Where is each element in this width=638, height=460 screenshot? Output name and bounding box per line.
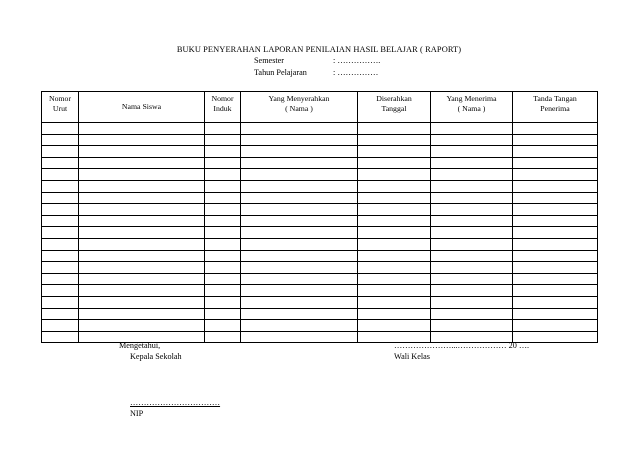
table-cell <box>241 134 358 146</box>
table-cell <box>358 215 431 227</box>
semester-label: Semester <box>254 56 285 65</box>
table-cell <box>241 192 358 204</box>
table-row <box>42 123 598 135</box>
table-cell <box>42 215 79 227</box>
table-cell <box>205 331 241 343</box>
table-cell <box>513 262 598 274</box>
table-cell <box>205 157 241 169</box>
signature-left-name-line: …………………………… <box>130 398 221 407</box>
table-cell <box>358 320 431 332</box>
table-cell <box>431 134 513 146</box>
table-cell <box>79 250 205 262</box>
signature-left-nip: NIP <box>130 409 144 418</box>
table-cell <box>431 169 513 181</box>
table-cell <box>79 204 205 216</box>
table-cell <box>241 180 358 192</box>
table-cell <box>42 180 79 192</box>
table-cell <box>42 320 79 332</box>
table-cell <box>205 123 241 135</box>
year-label: Tahun Pelajaran <box>254 68 307 77</box>
table-cell <box>79 320 205 332</box>
table-cell <box>241 204 358 216</box>
table-cell <box>79 215 205 227</box>
table-cell <box>241 273 358 285</box>
document-title: BUKU PENYERAHAN LAPORAN PENILAIAN HASIL BELAJAR ( RAPORT) <box>176 45 462 54</box>
table-cell <box>513 169 598 181</box>
table-cell <box>42 169 79 181</box>
table-cell <box>241 215 358 227</box>
table-cell <box>241 262 358 274</box>
table-cell <box>358 146 431 158</box>
table-cell <box>79 157 205 169</box>
col-header-yang-menerima: Yang Menerima ( Nama ) <box>431 92 513 123</box>
table-cell <box>358 157 431 169</box>
table-cell <box>431 320 513 332</box>
table-cell <box>205 192 241 204</box>
table-cell <box>358 134 431 146</box>
table-cell <box>205 227 241 239</box>
table-cell <box>42 157 79 169</box>
table-cell <box>431 180 513 192</box>
table-cell <box>205 134 241 146</box>
table-cell <box>79 192 205 204</box>
table-cell <box>431 192 513 204</box>
table-cell <box>513 296 598 308</box>
table-cell <box>513 308 598 320</box>
table-cell <box>241 285 358 297</box>
table-cell <box>431 285 513 297</box>
table-body <box>42 123 598 343</box>
signature-left-mengetahui: Mengetahui, <box>119 341 161 350</box>
table-cell <box>205 308 241 320</box>
table-cell <box>513 134 598 146</box>
table-row <box>42 227 598 239</box>
table-cell <box>241 146 358 158</box>
table-cell <box>241 123 358 135</box>
table-cell <box>358 238 431 250</box>
table-cell <box>205 215 241 227</box>
table-row <box>42 250 598 262</box>
table-cell <box>431 273 513 285</box>
table-cell <box>205 320 241 332</box>
table-cell <box>42 296 79 308</box>
table-cell <box>431 146 513 158</box>
table-cell <box>241 238 358 250</box>
table-cell <box>513 250 598 262</box>
signature-left-kepala-sekolah: Kepala Sekolah <box>130 352 182 361</box>
table-cell <box>358 169 431 181</box>
table-cell <box>358 192 431 204</box>
table-cell <box>79 169 205 181</box>
table-cell <box>431 123 513 135</box>
table-cell <box>42 123 79 135</box>
col-header-nama-siswa: Nama Siswa <box>79 92 205 123</box>
table-cell <box>513 320 598 332</box>
table-cell <box>513 215 598 227</box>
table-row <box>42 157 598 169</box>
table-cell <box>205 262 241 274</box>
table-cell <box>513 180 598 192</box>
table-cell <box>241 227 358 239</box>
table-cell <box>431 250 513 262</box>
table-row <box>42 308 598 320</box>
table-cell <box>79 273 205 285</box>
table-cell <box>431 296 513 308</box>
table-cell <box>79 238 205 250</box>
table-cell <box>79 180 205 192</box>
report-handover-table <box>41 91 598 343</box>
table-cell <box>431 308 513 320</box>
signature-right-wali-kelas: Wali Kelas <box>394 352 430 361</box>
table-cell <box>513 157 598 169</box>
table-row <box>42 180 598 192</box>
table-cell <box>79 134 205 146</box>
table-cell <box>205 273 241 285</box>
table-cell <box>42 146 79 158</box>
table-cell <box>241 169 358 181</box>
table-row <box>42 296 598 308</box>
table-cell <box>513 285 598 297</box>
table-cell <box>79 296 205 308</box>
table-cell <box>241 250 358 262</box>
table-cell <box>42 227 79 239</box>
table-row <box>42 320 598 332</box>
table-cell <box>241 320 358 332</box>
table-cell <box>513 238 598 250</box>
table-cell <box>205 250 241 262</box>
table-cell <box>513 123 598 135</box>
col-header-yang-menyerahkan: Yang Menyerahkan ( Nama ) <box>241 92 358 123</box>
table-cell <box>205 204 241 216</box>
table-cell <box>358 273 431 285</box>
table-cell <box>358 180 431 192</box>
table-cell <box>205 180 241 192</box>
table-row <box>42 285 598 297</box>
col-header-nomor-induk: Nomor Induk <box>205 92 241 123</box>
table-cell <box>42 331 79 343</box>
table-cell <box>42 192 79 204</box>
table-cell <box>79 308 205 320</box>
table-cell <box>42 250 79 262</box>
table-cell <box>79 285 205 297</box>
year-value: : …………… <box>333 68 379 77</box>
table-cell <box>42 262 79 274</box>
table-cell <box>358 123 431 135</box>
table-row <box>42 204 598 216</box>
table-cell <box>358 227 431 239</box>
table-cell <box>79 227 205 239</box>
table-cell <box>42 134 79 146</box>
table-cell <box>358 204 431 216</box>
table-cell <box>205 285 241 297</box>
table-row <box>42 238 598 250</box>
table-cell <box>358 296 431 308</box>
signature-right-date: …………………...……………… 20 …. <box>394 341 530 350</box>
col-header-nomor-urut: Nomor Urut <box>42 92 79 123</box>
col-header-diserahkan-tanggal: Diserahkan Tanggal <box>358 92 431 123</box>
table-cell <box>513 146 598 158</box>
table-cell <box>79 123 205 135</box>
table-cell <box>358 262 431 274</box>
table-cell <box>431 227 513 239</box>
table-cell <box>431 262 513 274</box>
table-cell <box>431 238 513 250</box>
table-cell <box>42 273 79 285</box>
table-cell <box>205 238 241 250</box>
table-header-row <box>42 92 598 123</box>
table-row <box>42 134 598 146</box>
table-row <box>42 215 598 227</box>
table-cell <box>42 238 79 250</box>
table-cell <box>42 308 79 320</box>
table-cell <box>205 146 241 158</box>
table-cell <box>358 250 431 262</box>
table-cell <box>205 169 241 181</box>
table-row <box>42 192 598 204</box>
table-cell <box>513 227 598 239</box>
table-cell <box>241 157 358 169</box>
table-cell <box>42 204 79 216</box>
table-cell <box>79 146 205 158</box>
table-cell <box>205 296 241 308</box>
table-cell <box>513 192 598 204</box>
table-cell <box>241 308 358 320</box>
table-cell <box>431 204 513 216</box>
table-cell <box>358 285 431 297</box>
table-cell <box>241 296 358 308</box>
table-row <box>42 273 598 285</box>
semester-value: : ……………. <box>333 56 381 65</box>
table-cell <box>431 215 513 227</box>
table-cell <box>513 273 598 285</box>
table-row <box>42 262 598 274</box>
table-cell <box>431 157 513 169</box>
col-header-tanda-tangan: Tanda Tangan Penerima <box>513 92 598 123</box>
table-cell <box>358 308 431 320</box>
table-cell <box>42 285 79 297</box>
table-cell <box>513 204 598 216</box>
table-row <box>42 146 598 158</box>
table-cell <box>79 262 205 274</box>
table-row <box>42 169 598 181</box>
table-cell <box>241 331 358 343</box>
